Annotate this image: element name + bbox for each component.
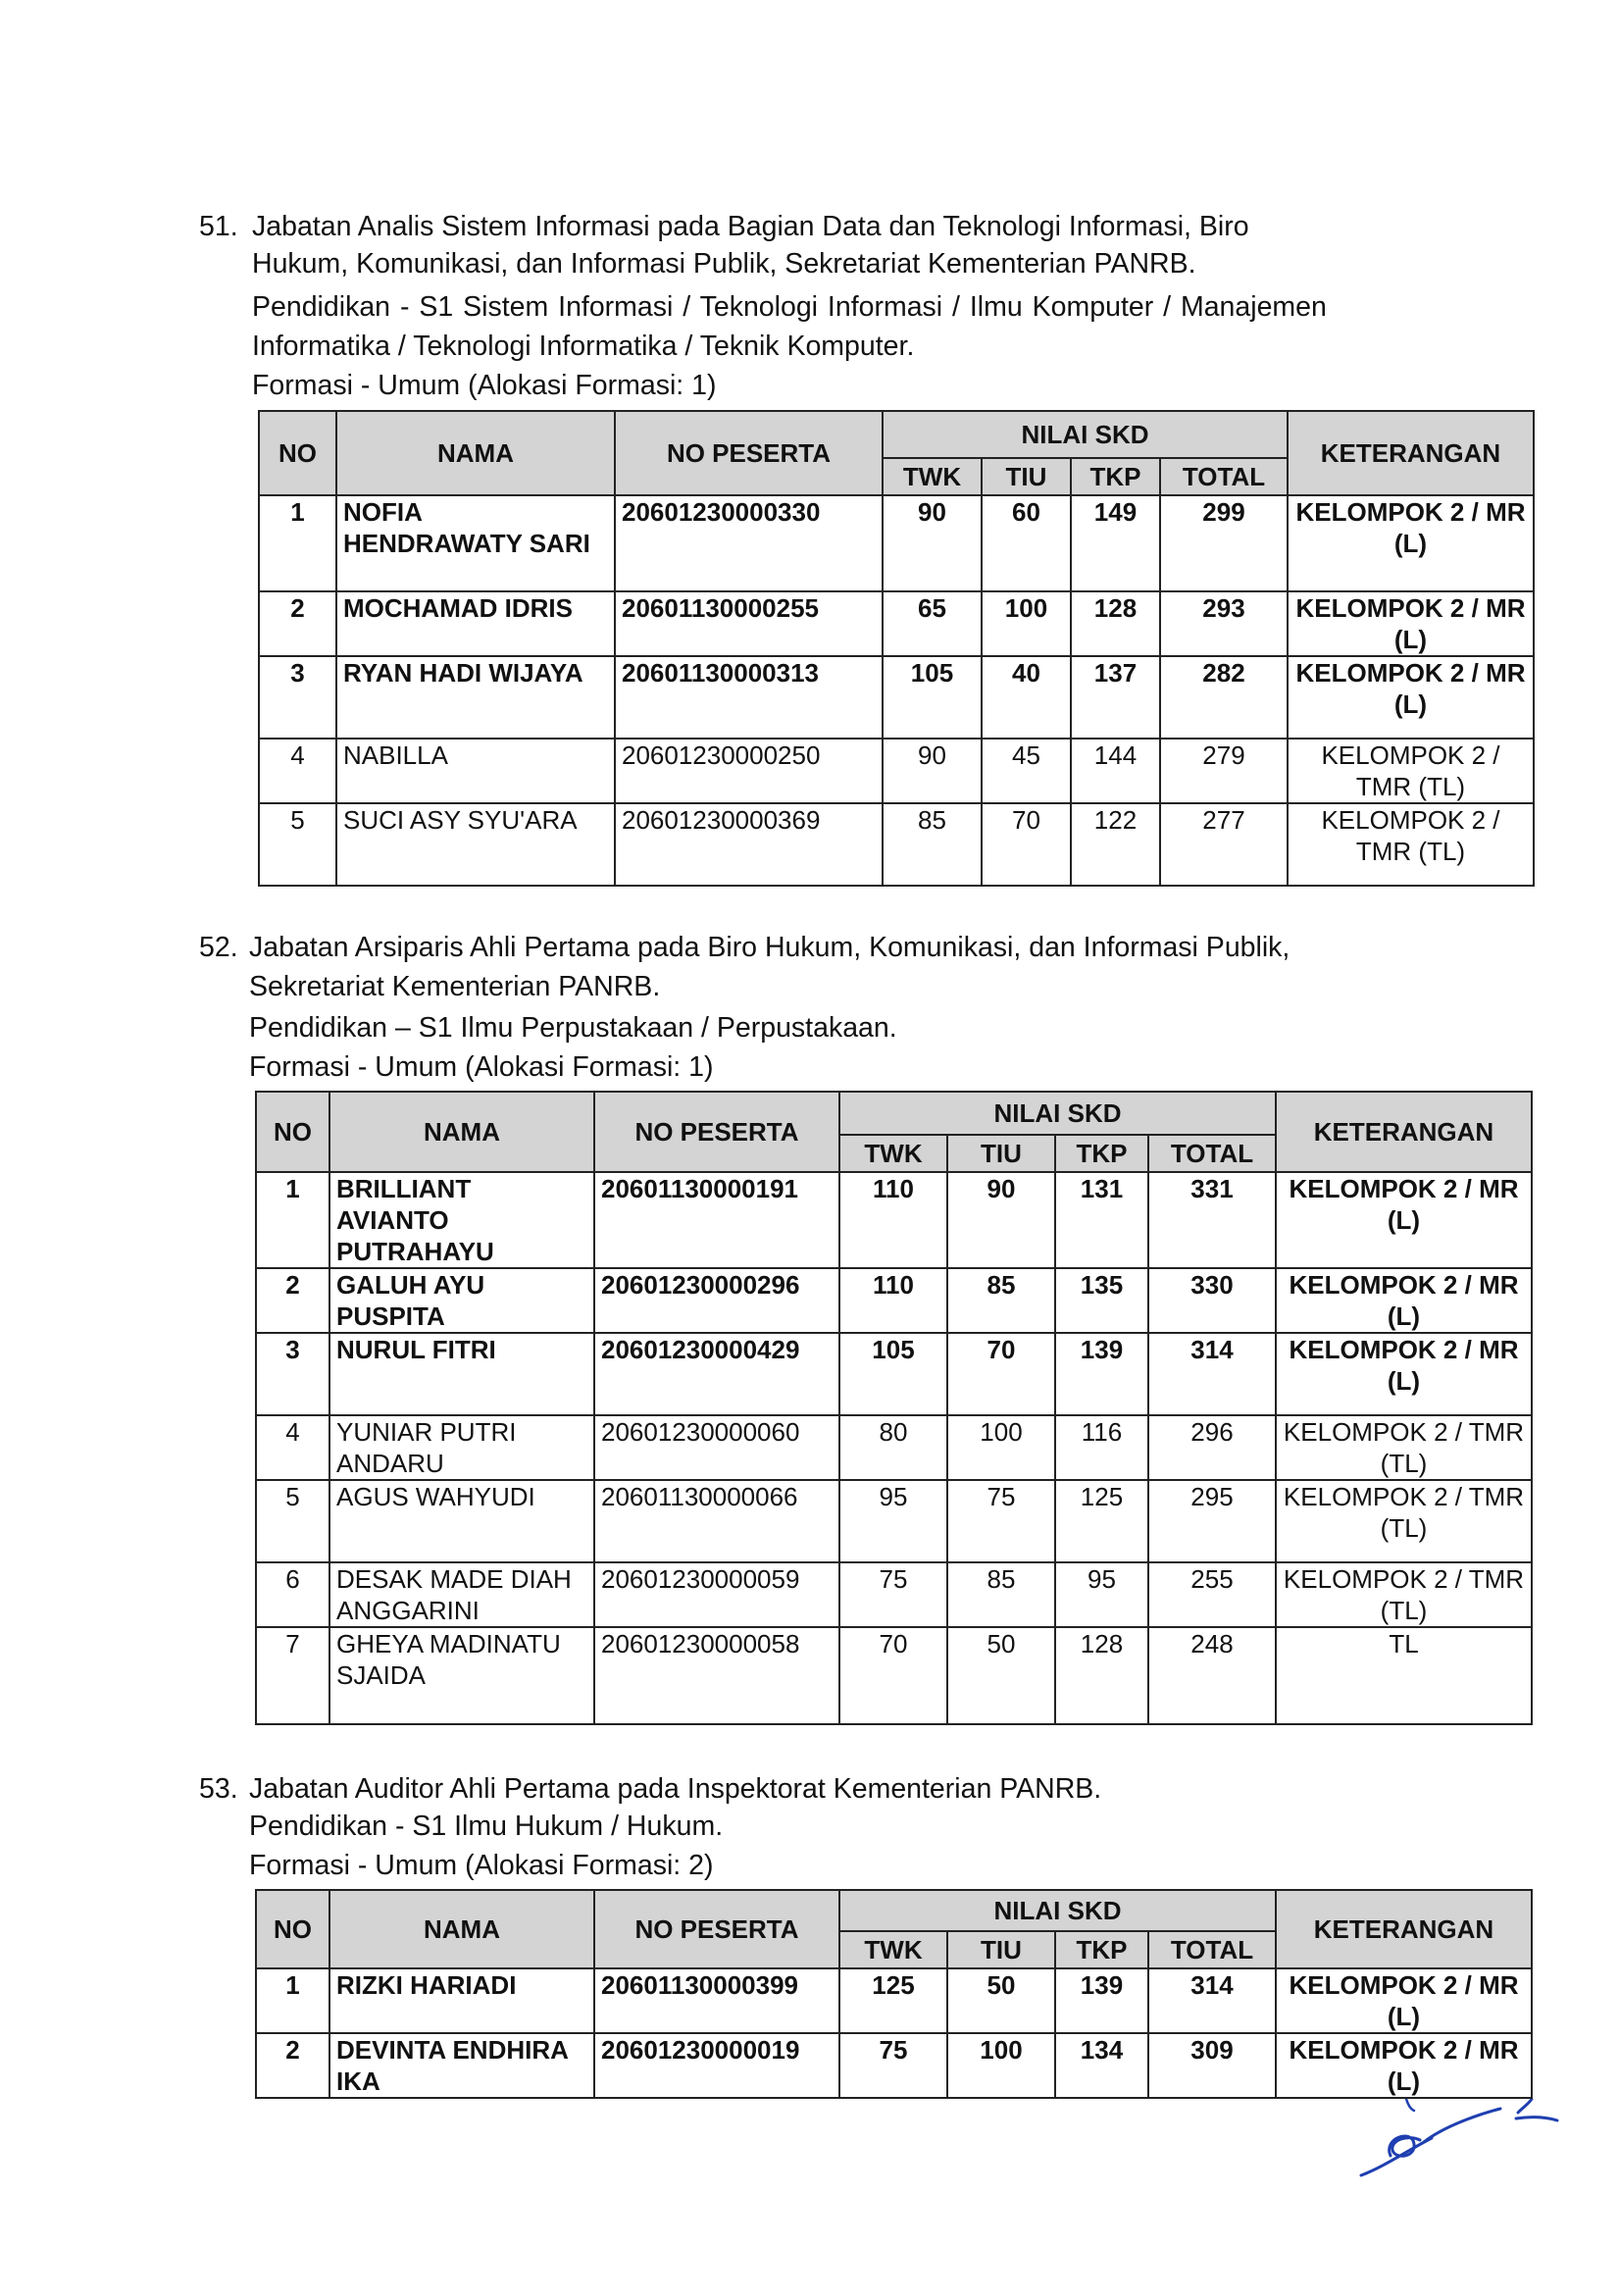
handwritten-initials-signature	[1343, 2099, 1569, 2197]
cell-twk: 75	[839, 2033, 947, 2098]
cell-peserta: 20601230000330	[615, 495, 883, 591]
header-tiu: TIU	[947, 1135, 1055, 1172]
cell-peserta: 20601130000191	[594, 1172, 839, 1268]
table-row	[256, 1333, 1532, 1415]
header-twk: TWK	[839, 1135, 947, 1172]
cell-no: 3	[256, 1333, 329, 1415]
cell-tkp: 139	[1055, 1333, 1148, 1415]
table-row	[256, 1172, 1532, 1268]
cell-twk: 95	[839, 1480, 947, 1562]
header-total: TOTAL	[1160, 458, 1288, 495]
header-tkp: TKP	[1071, 458, 1160, 495]
cell-peserta: 20601130000399	[594, 1968, 839, 2033]
cell-keterangan: KELOMPOK 2 / MR (L)	[1288, 495, 1534, 591]
cell-no: 6	[256, 1562, 329, 1627]
cell-peserta: 20601230000019	[594, 2033, 839, 2098]
table-row	[256, 2033, 1532, 2098]
cell-tiu: 85	[947, 1562, 1055, 1627]
header-no: NO	[259, 411, 336, 495]
cell-tkp: 131	[1055, 1172, 1148, 1268]
cell-tiu: 100	[982, 591, 1071, 656]
header-keterangan: KETERANGAN	[1276, 1092, 1532, 1172]
table-row	[256, 1415, 1532, 1480]
cell-keterangan: KELOMPOK 2 / TMR (TL)	[1276, 1480, 1532, 1562]
cell-keterangan: KELOMPOK 2 / MR (L)	[1276, 1172, 1532, 1268]
cell-tiu: 40	[982, 656, 1071, 739]
cell-keterangan: KELOMPOK 2 / MR (L)	[1276, 1968, 1532, 2033]
cell-tiu: 70	[947, 1333, 1055, 1415]
cell-total: 295	[1148, 1480, 1276, 1562]
cell-total: 314	[1148, 1333, 1276, 1415]
cell-nama: YUNIAR PUTRI ANDARU	[329, 1415, 594, 1480]
cell-no: 1	[256, 1968, 329, 2033]
cell-tkp: 149	[1071, 495, 1160, 591]
table-row	[256, 1627, 1532, 1724]
cell-twk: 70	[839, 1627, 947, 1724]
formasi-line: Formasi - Umum (Alokasi Formasi: 2)	[249, 1850, 714, 1881]
cell-nama: NURUL FITRI	[329, 1333, 594, 1415]
formasi-line: Formasi - Umum (Alokasi Formasi: 1)	[249, 1051, 714, 1083]
header-no-peserta: NO PESERTA	[594, 1092, 839, 1172]
cell-total: 331	[1148, 1172, 1276, 1268]
cell-total: 282	[1160, 656, 1288, 739]
table-row	[256, 1480, 1532, 1562]
section-number: 52.	[199, 932, 238, 963]
cell-tkp: 125	[1055, 1480, 1148, 1562]
cell-peserta: 20601230000058	[594, 1627, 839, 1724]
section-title-line	[249, 929, 1436, 966]
table-row	[256, 1562, 1532, 1627]
header-nilai-skd: NILAI SKD	[839, 1890, 1276, 1931]
education-line: Pendidikan - S1 Ilmu Hukum / Hukum.	[249, 1811, 724, 1842]
cell-tkp: 139	[1055, 1968, 1148, 2033]
header-tkp: TKP	[1055, 1135, 1148, 1172]
header-nama: NAMA	[329, 1890, 594, 1968]
cell-no: 2	[256, 2033, 329, 2098]
header-no-peserta: NO PESERTA	[594, 1890, 839, 1968]
table-row	[256, 1968, 1532, 2033]
cell-nama: SUCI ASY SYU'ARA	[336, 803, 615, 886]
cell-peserta: 20601230000060	[594, 1415, 839, 1480]
cell-nama: MOCHAMAD IDRIS	[336, 591, 615, 656]
cell-nama: NOFIA HENDRAWATY SARI	[336, 495, 615, 591]
cell-total: 314	[1148, 1968, 1276, 2033]
cell-no: 7	[256, 1627, 329, 1724]
cell-tkp: 116	[1055, 1415, 1148, 1480]
section-title-line: Sekretariat Kementerian PANRB.	[249, 971, 661, 1002]
cell-peserta: 20601230000296	[594, 1268, 839, 1333]
header-total: TOTAL	[1148, 1135, 1276, 1172]
cell-twk: 110	[839, 1172, 947, 1268]
cell-twk: 105	[883, 656, 982, 739]
cell-no: 4	[259, 739, 336, 803]
cell-nama: GHEYA MADINATU SJAIDA	[329, 1627, 594, 1724]
cell-total: 293	[1160, 591, 1288, 656]
cell-tiu: 60	[982, 495, 1071, 591]
header-no: NO	[256, 1890, 329, 1968]
cell-total: 296	[1148, 1415, 1276, 1480]
cell-nama: RYAN HADI WIJAYA	[336, 656, 615, 739]
cell-twk: 125	[839, 1968, 947, 2033]
cell-twk: 80	[839, 1415, 947, 1480]
education-line: Pendidikan - S1 Sistem Informasi / Teknologi Informasi / Ilmu Komputer / Manajemen	[252, 291, 1327, 323]
cell-no: 1	[259, 495, 336, 591]
header-tkp: TKP	[1055, 1931, 1148, 1968]
results-table-51	[258, 410, 1535, 887]
cell-total: 309	[1148, 2033, 1276, 2098]
results-table-52	[255, 1091, 1533, 1725]
cell-nama: DESAK MADE DIAH ANGGARINI	[329, 1562, 594, 1627]
formasi-line: Formasi - Umum (Alokasi Formasi: 1)	[252, 370, 717, 401]
cell-tiu: 50	[947, 1627, 1055, 1724]
table-row	[259, 591, 1534, 656]
results-table-53	[255, 1889, 1533, 2099]
cell-total: 279	[1160, 739, 1288, 803]
education-line: Pendidikan – S1 Ilmu Perpustakaan / Perpustakaan.	[249, 1012, 897, 1044]
cell-nama: AGUS WAHYUDI	[329, 1480, 594, 1562]
cell-nama: RIZKI HARIADI	[329, 1968, 594, 2033]
header-tiu: TIU	[947, 1931, 1055, 1968]
cell-tiu: 85	[947, 1268, 1055, 1333]
cell-tkp: 128	[1055, 1627, 1148, 1724]
cell-peserta: 20601230000429	[594, 1333, 839, 1415]
section-number: 53.	[199, 1773, 238, 1805]
cell-twk: 105	[839, 1333, 947, 1415]
section-number: 51.	[199, 211, 238, 242]
header-nama: NAMA	[336, 411, 615, 495]
cell-no: 4	[256, 1415, 329, 1480]
cell-tiu: 100	[947, 1415, 1055, 1480]
header-nilai-skd: NILAI SKD	[883, 411, 1288, 458]
cell-keterangan: KELOMPOK 2 / TMR (TL)	[1288, 739, 1534, 803]
cell-tkp: 95	[1055, 1562, 1148, 1627]
cell-total: 277	[1160, 803, 1288, 886]
cell-no: 2	[259, 591, 336, 656]
cell-keterangan: TL	[1276, 1627, 1532, 1724]
cell-peserta: 20601230000250	[615, 739, 883, 803]
header-nama: NAMA	[329, 1092, 594, 1172]
cell-no: 5	[259, 803, 336, 886]
header-twk: TWK	[839, 1931, 947, 1968]
cell-total: 255	[1148, 1562, 1276, 1627]
section-title-line: Hukum, Komunikasi, dan Informasi Publik, Sekretariat Kementerian PANRB.	[252, 248, 1196, 280]
cell-tkp: 122	[1071, 803, 1160, 886]
cell-peserta: 20601130000255	[615, 591, 883, 656]
cell-keterangan: KELOMPOK 2 / TMR (TL)	[1276, 1415, 1532, 1480]
cell-nama: NABILLA	[336, 739, 615, 803]
table-row	[259, 739, 1534, 803]
cell-keterangan: KELOMPOK 2 / TMR (TL)	[1276, 1562, 1532, 1627]
cell-nama: BRILLIANT AVIANTO PUTRAHAYU	[329, 1172, 594, 1268]
cell-no: 3	[259, 656, 336, 739]
cell-tiu: 75	[947, 1480, 1055, 1562]
cell-peserta: 20601230000369	[615, 803, 883, 886]
cell-twk: 110	[839, 1268, 947, 1333]
cell-no: 5	[256, 1480, 329, 1562]
section-title-line	[252, 208, 1436, 245]
cell-twk: 90	[883, 495, 982, 591]
header-keterangan: KETERANGAN	[1288, 411, 1534, 495]
header-nilai-skd: NILAI SKD	[839, 1092, 1276, 1135]
cell-tiu: 50	[947, 1968, 1055, 2033]
cell-tkp: 128	[1071, 591, 1160, 656]
table-row	[259, 803, 1534, 886]
cell-keterangan: KELOMPOK 2 / MR (L)	[1288, 591, 1534, 656]
cell-twk: 65	[883, 591, 982, 656]
cell-tiu: 45	[982, 739, 1071, 803]
cell-keterangan: KELOMPOK 2 / MR (L)	[1276, 1268, 1532, 1333]
cell-tkp: 144	[1071, 739, 1160, 803]
cell-twk: 85	[883, 803, 982, 886]
cell-keterangan: KELOMPOK 2 / MR (L)	[1276, 2033, 1532, 2098]
cell-no: 2	[256, 1268, 329, 1333]
cell-keterangan: KELOMPOK 2 / MR (L)	[1288, 656, 1534, 739]
cell-twk: 90	[883, 739, 982, 803]
cell-tkp: 135	[1055, 1268, 1148, 1333]
header-no-peserta: NO PESERTA	[615, 411, 883, 495]
header-tiu: TIU	[982, 458, 1071, 495]
table-row	[259, 656, 1534, 739]
cell-total: 248	[1148, 1627, 1276, 1724]
cell-nama: DEVINTA ENDHIRA IKA	[329, 2033, 594, 2098]
section-title-line: Jabatan Auditor Ahli Pertama pada Inspektorat Kementerian PANRB.	[249, 1773, 1102, 1805]
header-twk: TWK	[883, 458, 982, 495]
cell-peserta: 20601130000313	[615, 656, 883, 739]
section-line-text: Jabatan Arsiparis Ahli Pertama pada Biro Hukum, Komunikasi, dan Informasi Publik,	[249, 932, 1290, 963]
table-row	[256, 1268, 1532, 1333]
cell-tiu: 70	[982, 803, 1071, 886]
cell-keterangan: KELOMPOK 2 / TMR (TL)	[1288, 803, 1534, 886]
cell-tiu: 90	[947, 1172, 1055, 1268]
cell-nama: GALUH AYU PUSPITA	[329, 1268, 594, 1333]
cell-total: 330	[1148, 1268, 1276, 1333]
cell-tkp: 137	[1071, 656, 1160, 739]
cell-total: 299	[1160, 495, 1288, 591]
education-line: Informatika / Teknologi Informatika / Teknik Komputer.	[252, 331, 915, 362]
header-no: NO	[256, 1092, 329, 1172]
cell-peserta: 20601230000059	[594, 1562, 839, 1627]
table-row	[259, 495, 1534, 591]
header-keterangan: KETERANGAN	[1276, 1890, 1532, 1968]
header-total: TOTAL	[1148, 1931, 1276, 1968]
cell-twk: 75	[839, 1562, 947, 1627]
cell-peserta: 20601130000066	[594, 1480, 839, 1562]
cell-no: 1	[256, 1172, 329, 1268]
section-line-text: Jabatan Analis Sistem Informasi pada Bagian Data dan Teknologi Informasi, Biro	[252, 211, 1249, 242]
cell-tiu: 100	[947, 2033, 1055, 2098]
cell-keterangan: KELOMPOK 2 / MR (L)	[1276, 1333, 1532, 1415]
cell-tkp: 134	[1055, 2033, 1148, 2098]
